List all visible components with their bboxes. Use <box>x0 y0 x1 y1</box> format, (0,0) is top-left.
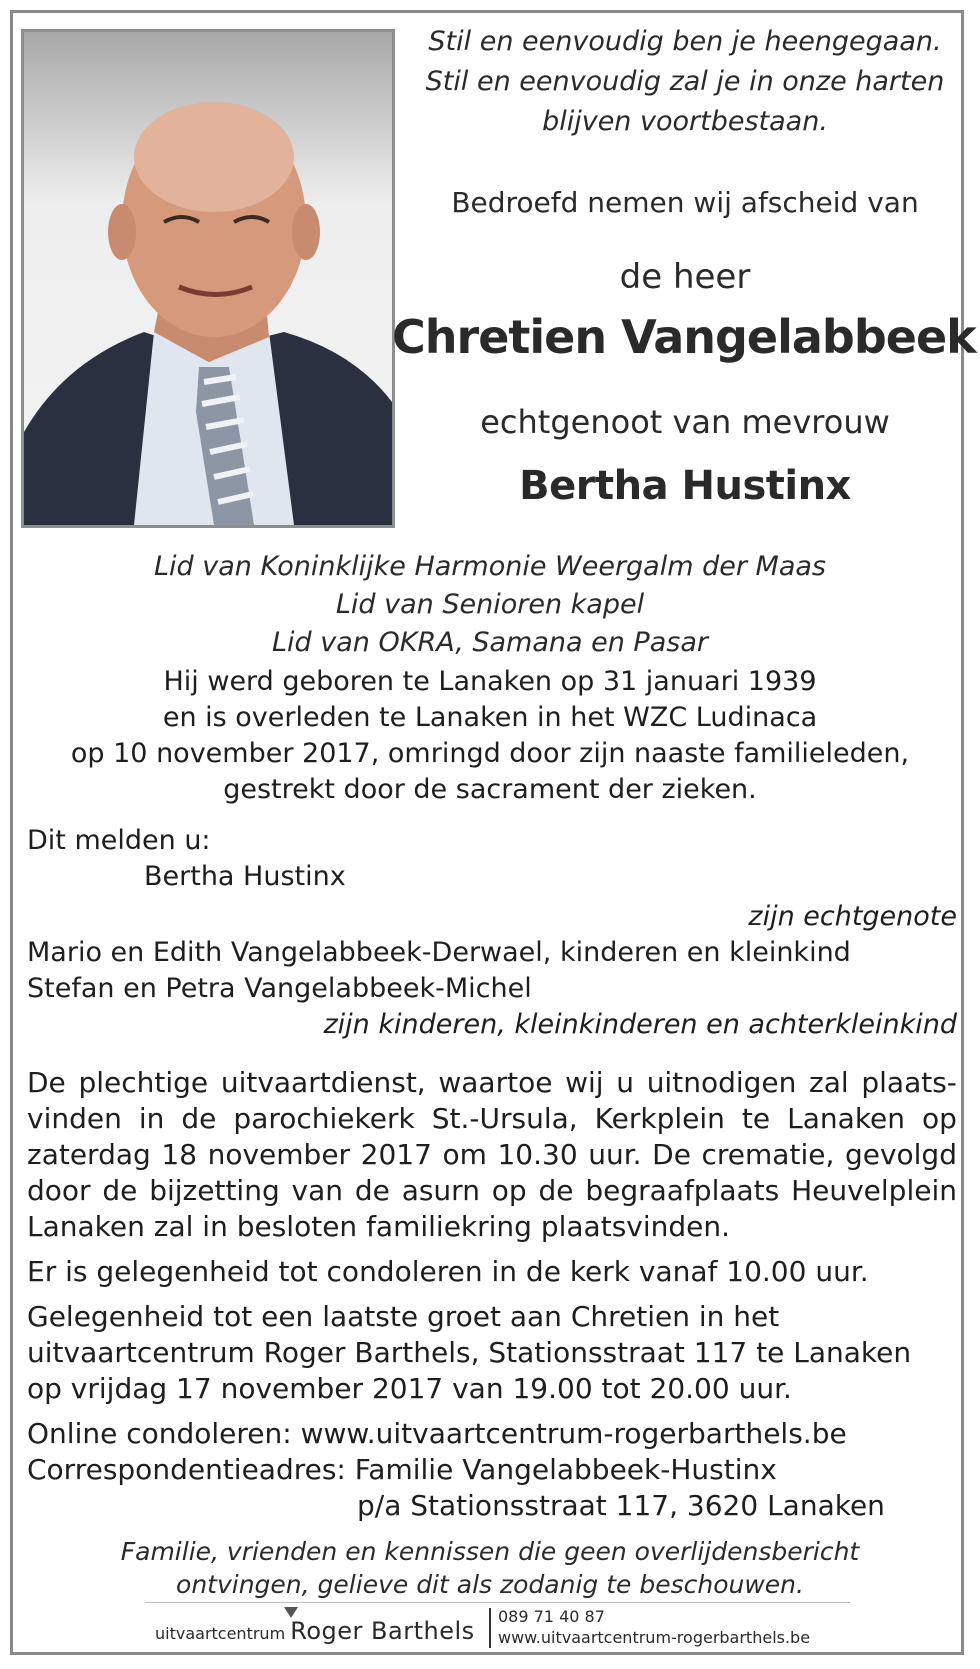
farewell-line: op vrijdag 17 november 2017 van 19.00 tot 20.00 uur. <box>27 1372 792 1405</box>
service-word: uitvaartdienst, <box>220 1066 426 1099</box>
service-word: november <box>207 1138 351 1171</box>
service-word: 18 <box>161 1138 198 1171</box>
deceased-name: Chretien Vangelabbeek <box>392 310 976 364</box>
notify-children-role: zijn kinderen, kleinkinderen en achterkleinkind <box>323 1009 957 1040</box>
service-line <box>27 1065 957 1101</box>
verse-line: blijven voortbestaan. <box>542 106 828 137</box>
service-word: 10.30 <box>497 1138 578 1171</box>
membership-line: Lid van Senioren kapel <box>335 589 645 620</box>
service-word: uur. <box>588 1138 642 1171</box>
service-word: op <box>922 1102 957 1135</box>
online-condolence: Online condoleren: www.uitvaartcentrum-rogerbarthels.be <box>27 1417 847 1450</box>
portrait-photo <box>21 29 395 528</box>
notify-heading: Dit melden u: <box>27 825 211 856</box>
service-word: uitnodigen <box>646 1066 797 1099</box>
service-word: gevolgd <box>844 1138 957 1171</box>
service-word: in <box>138 1102 165 1135</box>
opening-verse <box>405 22 965 142</box>
service-line <box>27 1137 957 1173</box>
correspondence-address: Correspondentieadres: Familie Vangelabbeek-Hustinx <box>27 1453 777 1486</box>
correspondence-street: p/a Stationsstraat 117, 3620 Lanaken <box>357 1489 885 1522</box>
footer-note-line: ontvingen, gelieve dit als zodanig te beschouwen. <box>176 1570 804 1599</box>
service-word: de <box>102 1174 138 1207</box>
footer-note-line: Familie, vrienden en kennissen die geen overlijdensbericht <box>120 1537 860 1566</box>
birth-line: gestrekt door de sacrament der zieken. <box>223 774 757 805</box>
brand-prefix: uitvaartcentrum <box>155 1624 286 1643</box>
footer-divider <box>145 1602 850 1603</box>
service-word: waartoe <box>438 1066 553 1099</box>
service-line: Lanaken zal in besloten familiekring plaatsvinden. <box>27 1210 731 1243</box>
brand-phone: 089 71 40 87 <box>498 1607 605 1626</box>
service-word: om <box>442 1138 487 1171</box>
service-word: de <box>354 1174 390 1207</box>
notify-spouse: Bertha Hustinx <box>144 861 346 892</box>
notify-spouse-role: zijn echtgenote <box>748 901 957 932</box>
brand-website: www.uitvaartcentrum-rogerbarthels.be <box>498 1628 811 1647</box>
service-word: De <box>652 1138 691 1171</box>
notifying-family <box>27 823 957 1043</box>
service-word: vinden <box>27 1102 122 1135</box>
farewell-line: Gelegenheid tot een laatste groet aan Chretien in het <box>27 1300 780 1333</box>
footer-note <box>20 1535 960 1601</box>
service-word: asurn <box>401 1174 480 1207</box>
funeral-home-brand <box>155 1617 475 1645</box>
memberships <box>20 548 960 662</box>
service-word: De <box>27 1066 66 1099</box>
service-word: Lanaken <box>787 1102 906 1135</box>
service-line <box>27 1173 957 1209</box>
birth-line: op 10 november 2017, omringd door zijn naaste familieleden, <box>70 738 910 769</box>
service-word: bijzetting <box>149 1174 280 1207</box>
service-word: plechtige <box>78 1066 209 1099</box>
brand-separator <box>489 1608 491 1648</box>
spouse-name: Bertha Hustinx <box>519 463 851 509</box>
service-word: van <box>291 1174 344 1207</box>
service-word: zaterdag <box>27 1138 151 1171</box>
service-word: de <box>181 1102 217 1135</box>
service-word: u <box>616 1066 635 1099</box>
service-word: parochiekerk <box>233 1102 415 1135</box>
notify-children-line: Stefan en Petra Vangelabbeek-Michel <box>27 973 532 1004</box>
intro-text: Bedroefd nemen wij afscheid van <box>451 186 919 219</box>
service-word: plaats- <box>861 1066 957 1099</box>
service-word: Heuvelplein <box>791 1174 957 1207</box>
service-word: crematie, <box>701 1138 835 1171</box>
verse-line: Stil en eenvoudig zal je in onze harten <box>425 66 945 97</box>
service-word: wij <box>565 1066 604 1099</box>
service-word: begraafplaats <box>585 1174 780 1207</box>
membership-line: Lid van Koninklijke Harmonie Weergalm der Maas <box>154 551 826 582</box>
service-word: te <box>741 1102 771 1135</box>
service-word: op <box>491 1174 527 1207</box>
service-word: de <box>538 1174 574 1207</box>
service-word: door <box>27 1174 91 1207</box>
notify-children-line: Mario en Edith Vangelabbeek-Derwael, kinderen en kleinkind <box>27 937 851 968</box>
brand-contact <box>498 1606 810 1648</box>
honorific: de heer <box>619 257 751 297</box>
spouse-intro: echtgenoot van mevrouw <box>480 403 890 441</box>
service-word: zal <box>809 1066 849 1099</box>
condolence-text: Er is gelegenheid tot condoleren in de kerk vanaf 10.00 uur. <box>27 1255 869 1288</box>
service-word: Kerkplein <box>594 1102 725 1135</box>
birth-death-info <box>20 664 960 808</box>
verse-line: Stil en eenvoudig ben je heengegaan. <box>428 26 942 57</box>
service-details <box>27 1065 957 1524</box>
membership-line: Lid van OKRA, Samana en Pasar <box>272 627 708 658</box>
brand-name: Roger Barthels <box>290 1617 475 1645</box>
birth-line: Hij werd geboren te Lanaken op 31 januari 1939 <box>163 666 817 697</box>
farewell-line: uitvaartcentrum Roger Barthels, Stationsstraat 117 te Lanaken <box>27 1336 912 1369</box>
service-line <box>27 1101 957 1137</box>
service-word: 2017 <box>360 1138 432 1171</box>
birth-line: en is overleden te Lanaken in het WZC Ludinaca <box>162 702 818 733</box>
service-word: St.-Ursula, <box>431 1102 578 1135</box>
